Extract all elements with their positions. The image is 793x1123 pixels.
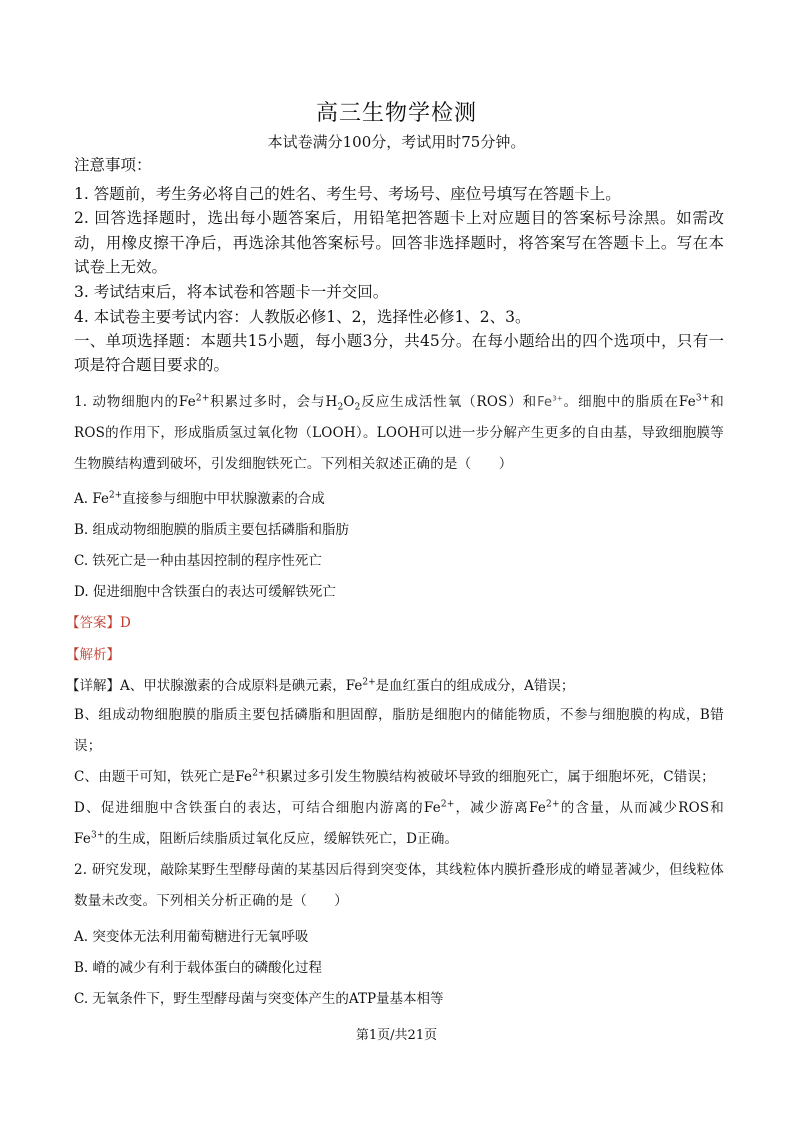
question-1-answer: 【答案】D: [66, 615, 131, 631]
question-2-stem: 2. 研究发现，敲除某野生型酵母菌的某基因后得到突变体，其线粒体内膜折叠形成的嵴显著减少，但线粒体数量未改变。下列相关分析正确的是（ ）: [74, 862, 724, 909]
question-1-detail-d: D、促进细胞中含铁蛋白的表达，可结合细胞内游离的$Fe^{2+}$，减少游离$Fe^{2+}$的含量，从而减少ROS和$Fe^{3+}$的生成，阻断后续脂质过氧化反应，缓解铁死亡，D正确。: [74, 799, 724, 847]
question-1-stem: 1. 动物细胞内的$Fe^{2+}$积累过多时，会与$H_2O_2$反应生成活性氧（ROS）和$Fe^{3+}$。细胞中的脂质在$Fe^{3+}$和ROS的作用下，形成脂质氢过氧化物（LOOH）。LOOH可以进一步分解产生更多的自由基，导致细胞膜等生物膜结构遭到破坏，引发细胞铁死亡。下列相关叙述正确的是（ ）: [74, 393, 724, 472]
question-1-option-a: A. $Fe^{2+}$直接参与细胞中甲状腺激素的合成: [74, 490, 325, 507]
fe3-inline-image: $Fe^{3+}$: [537, 394, 563, 410]
question-2-option-c: C. 无氧条件下，野生型酵母菌与突变体产生的ATP量基本相等: [74, 991, 444, 1007]
page-number: 第1页/共21页: [355, 1028, 438, 1043]
notice-item-1: 1. 答题前，考生务必将自己的姓名、考生号、考场号、座位号填写在答题卡上。: [74, 185, 621, 203]
page-title: 高三生物学检测: [315, 101, 477, 126]
question-2-option-a: A. 突变体无法利用葡萄糖进行无氧呼吸: [74, 929, 309, 945]
question-1-option-d: D. 促进细胞中含铁蛋白的表达可缓解铁死亡: [74, 584, 336, 600]
question-1-detail-b: B、组成动物细胞膜的脂质主要包括磷脂和胆固醇，脂肪是细胞内的储能物质，不参与细胞膜的构成，B错误；: [74, 707, 724, 754]
notice-item-4: 4. 本试卷主要考试内容：人教版必修1、2，选择性必修1、2、3。: [74, 308, 531, 326]
question-1-option-b: B. 组成动物细胞膜的脂质主要包括磷脂和脂肪: [74, 522, 350, 538]
notice-item-3: 3. 考试结束后，将本试卷和答题卡一并交回。: [74, 283, 389, 301]
question-1-detail-c: C、由题干可知，铁死亡是$Fe^{2+}$积累过多引发生物膜结构被破坏导致的细胞死亡，属于细胞坏死，C错误；: [74, 768, 715, 785]
exam-subtitle: 本试卷满分100分，考试用时75分钟。: [267, 133, 526, 151]
section-heading: 一、单项选择题：本题共15小题，每小题3分，共45分。在每小题给出的四个选项中，只有一项是符合题目要求的。: [74, 332, 724, 374]
question-1-analysis-label: 【解析】: [66, 647, 120, 663]
question-2-option-b: B. 嵴的减少有利于载体蛋白的磷酸化过程: [74, 960, 323, 976]
notice-item-2: 2. 回答选择题时，选出每小题答案后，用铅笔把答题卡上对应题目的答案标号涂黑。如需改动，用橡皮擦干净后，再选涂其他答案标号。回答非选择题时，将答案写在答题卡上。写在本试卷上无效。: [74, 209, 724, 276]
notice-heading: 注意事项：: [74, 156, 152, 174]
question-1-option-c: C. 铁死亡是一种由基因控制的程序性死亡: [74, 553, 322, 569]
question-1-detail-a: 【详解】A、甲状腺激素的合成原料是碘元素，$Fe^{2+}$是血红蛋白的组成成分，A错误；: [66, 677, 575, 694]
